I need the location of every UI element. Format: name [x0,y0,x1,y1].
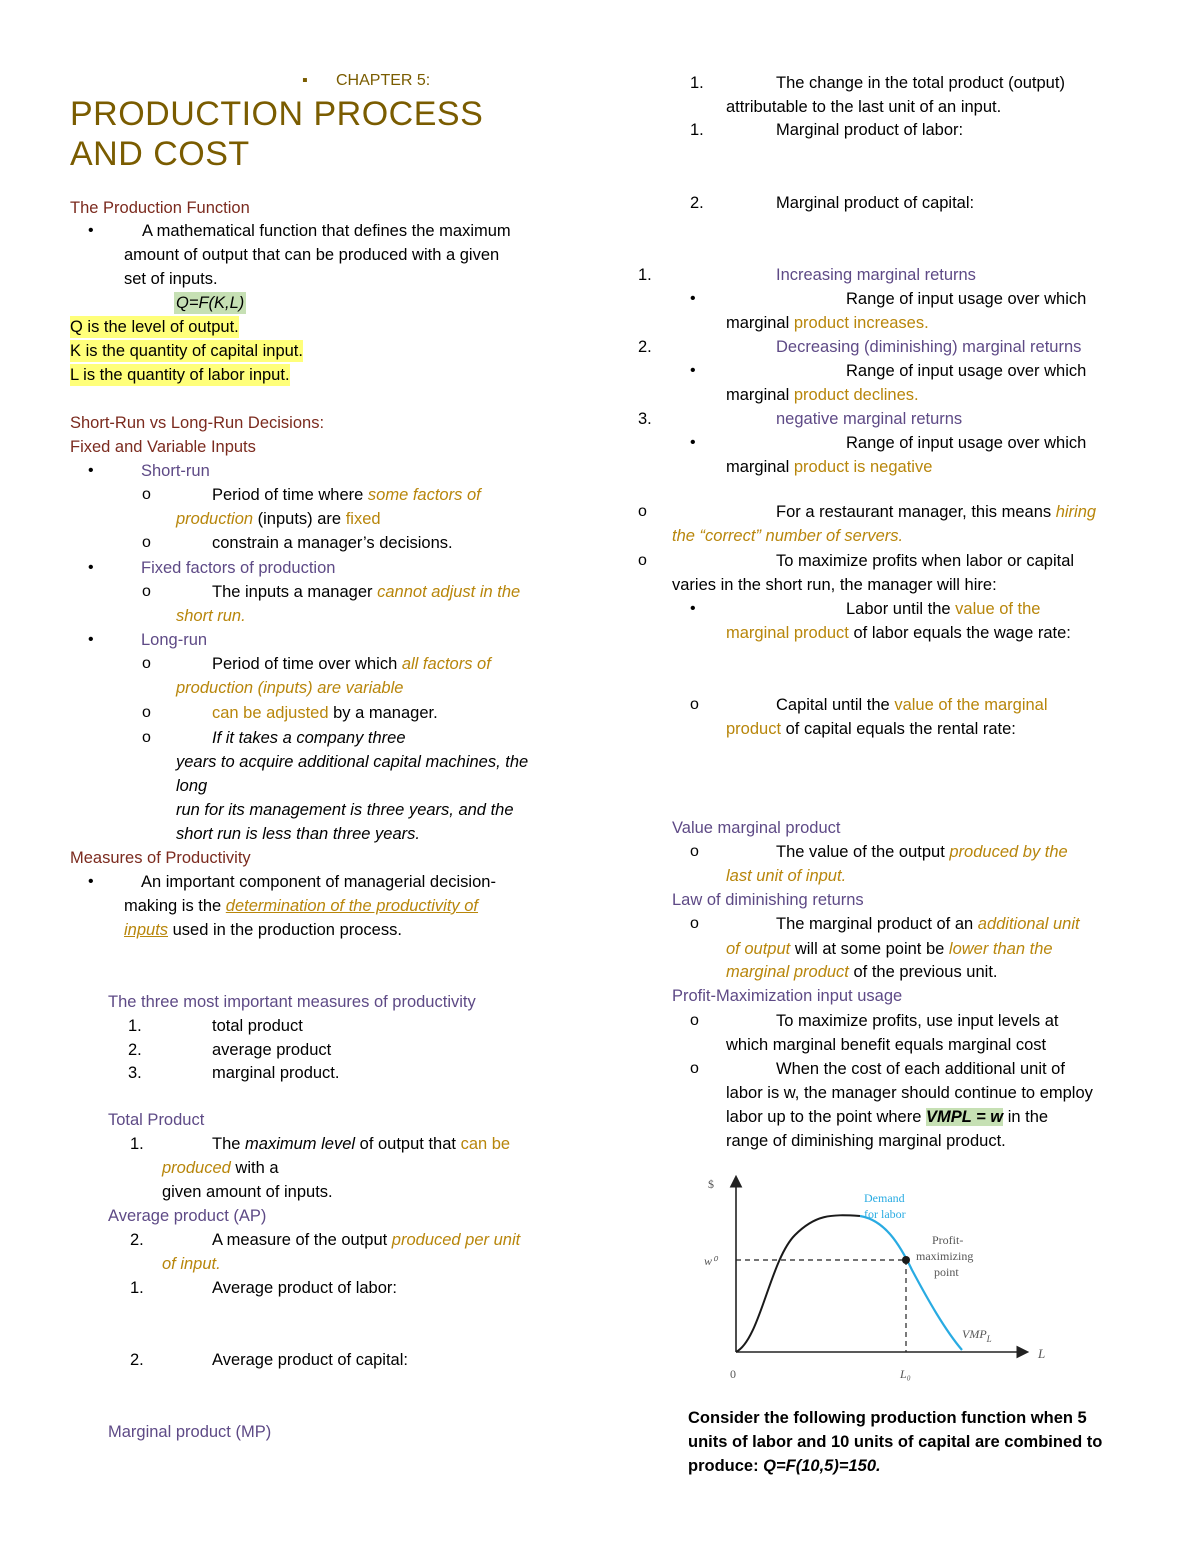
restaurant-line-2: the “correct” number of servers. [672,527,904,545]
mp-def-num: 1. [690,74,704,92]
maximize-line-1: To maximize profits when labor or capital [776,552,1075,570]
returns-desc-cont: marginal product declines. [726,386,919,404]
vmp-label-main: VMP [962,1327,987,1341]
pf-formula: Q=F(K,L) [176,294,245,312]
y-axis-label: $ [708,1177,714,1191]
measure-label: average product [212,1041,332,1059]
measure-num: 3. [128,1064,142,1082]
law-def-3: marginal product of the previous unit. [726,963,998,981]
three-measures-heading: The three most important measures of productivity [108,993,476,1011]
l-definition: L is the quantity of labor input. [70,366,290,384]
vmp-label-sub: L [986,1334,992,1344]
mp-capital-num: 2. [690,194,704,212]
bullet-icon: • [690,362,696,379]
circle-bullet-icon: o [690,1012,699,1029]
k-definition: K is the quantity of capital input. [70,342,303,360]
total-product-num: 1. [130,1135,144,1153]
pm-item-1b: which marginal benefit equals marginal cost [726,1036,1047,1054]
measure-label: marginal product. [212,1064,340,1082]
circle-bullet-icon: o [142,729,151,746]
short-run-item-1-cont: production (inputs) are fixed [176,510,381,528]
pm-item-2b: labor is w, the manager should continue to employ [726,1084,1093,1102]
long-run-item-3d: run for its management is three years, and the [176,801,514,819]
mp-def-1: The change in the total product (output) [776,74,1065,92]
returns-num: 1. [638,266,652,284]
circle-bullet-icon: o [638,552,647,569]
fixed-factors-item-cont: short run. [176,607,246,625]
law-def-1: The marginal product of an additional unit [776,915,1080,933]
profit-label-3: point [934,1265,959,1279]
pm-item-2c: labor up to the point where VMPL = w in the [726,1108,1049,1126]
circle-bullet-icon: o [690,696,699,713]
circle-bullet-icon: o [142,655,151,672]
total-product-def: The maximum level of output that can be [212,1135,511,1153]
pf-desc-2: amount of output that can be produced with a given [124,246,500,264]
bullet-icon: • [88,631,94,648]
fixed-variable-heading: Fixed and Variable Inputs [70,438,256,456]
average-product-def: A measure of the output produced per unit [212,1231,521,1249]
measure-label: total product [212,1017,303,1035]
labor-demand-graph [700,1170,1060,1400]
pm-heading: Profit-Maximization input usage [672,987,903,1005]
bullet-icon: • [88,873,94,890]
vmp-def-1: The value of the output produced by the [776,843,1068,861]
bullet-icon: • [690,434,696,451]
mp-def-2: attributable to the last unit of an input. [726,98,1002,116]
origin-label: 0 [730,1367,736,1381]
mp-labor: Marginal product of labor: [776,121,964,139]
vmp-label [962,1327,992,1344]
total-product-def-2: produced with a [162,1159,279,1177]
demand-label-2: for labor [864,1207,906,1221]
short-run-item-1: Period of time where some factors of [212,486,481,504]
returns-title: Decreasing (diminishing) marginal returns [776,338,1082,356]
measures-item-c: inputs used in the production process. [124,921,402,939]
pm-item-2a: When the cost of each additional unit of [776,1060,1065,1078]
vmp-def-2: last unit of input. [726,867,847,885]
mp-capital: Marginal product of capital: [776,194,975,212]
fixed-factors-label: Fixed factors of production [141,559,336,577]
consider-line-1: Consider the following production function when 5 [688,1409,1087,1427]
average-product-heading: Average product (AP) [108,1207,267,1225]
measures-item-b: making is the determination of the productivity of [124,897,479,915]
ap-labor: Average product of labor: [212,1279,397,1297]
returns-title: Increasing marginal returns [776,266,976,284]
circle-bullet-icon: o [142,583,151,600]
ap-capital-num: 2. [130,1351,144,1369]
returns-num: 3. [638,410,652,428]
total-product-def-3: given amount of inputs. [162,1183,333,1201]
capital-until-1: Capital until the value of the marginal [776,696,1048,714]
q-definition: Q is the level of output. [70,318,239,336]
long-run-item-1-cont: production (inputs) are variable [176,679,404,697]
vmp-curve-rising [736,1215,860,1352]
capital-until-2: product of capital equals the rental rate: [726,720,1016,738]
law-def-2: of output will at some point be lower than the [726,940,1053,958]
page-title-line2: AND COST [70,135,250,173]
returns-desc: Range of input usage over which [846,362,1087,380]
pm-item-1a: To maximize profits, use input levels at [776,1012,1059,1030]
circle-bullet-icon: o [690,843,699,860]
maximize-line-2: varies in the short run, the manager will hire: [672,576,997,594]
circle-bullet-icon: o [638,503,647,520]
labor-until-2: marginal product of labor equals the wage rate: [726,624,1071,642]
returns-desc-cont: marginal product is negative [726,458,933,476]
chapter-label: CHAPTER 5: [336,72,431,89]
circle-bullet-icon: o [142,534,151,551]
consider-line-3: produce: Q=F(10,5)=150. [688,1457,881,1475]
circle-bullet-icon: o [142,704,151,721]
long-run-item-3b: years to acquire additional capital machines, the [176,753,529,771]
chapter-bullet: ▪ [302,72,308,89]
ap-labor-num: 1. [130,1279,144,1297]
bullet-icon: • [88,222,94,239]
bullet-icon: • [690,600,696,617]
consider-line-2: units of labor and 10 units of capital are combined to [688,1433,1103,1451]
pm-item-2d: range of diminishing marginal product. [726,1132,1006,1150]
measure-num: 2. [128,1041,142,1059]
pf-desc-3: set of inputs. [124,270,218,288]
long-run-item-3a: If it takes a company three [212,729,406,747]
average-product-num: 2. [130,1231,144,1249]
measures-item-a: An important component of managerial decision- [141,873,496,891]
measures-heading: Measures of Productivity [70,849,251,867]
demand-label-1: Demand [864,1191,905,1205]
restaurant-line-1: For a restaurant manager, this means hiring [776,503,1097,521]
circle-bullet-icon: o [690,915,699,932]
circle-bullet-icon: o [690,1060,699,1077]
mp-labor-num: 1. [690,121,704,139]
long-run-item-1: Period of time over which all factors of [212,655,491,673]
wage-label: w⁰ [704,1254,717,1268]
returns-title: negative marginal returns [776,410,963,428]
short-run-label: Short-run [141,462,210,480]
long-run-item-2: can be adjusted by a manager. [212,704,438,722]
long-run-item-3e: short run is less than three years. [176,825,420,843]
long-run-item-3c: long [176,777,208,795]
bullet-icon: • [690,290,696,307]
short-run-item-2: constrain a manager’s decisions. [212,534,453,552]
average-product-def-2: of input. [162,1255,221,1273]
x-axis-label: L [1038,1346,1046,1361]
returns-desc-cont: marginal product increases. [726,314,929,332]
vmp-heading: Value marginal product [672,819,841,837]
production-function-heading: The Production Function [70,199,250,217]
short-long-heading: Short-Run vs Long-Run Decisions: [70,414,325,432]
page-title-line1: PRODUCTION PROCESS [70,95,484,133]
returns-num: 2. [638,338,652,356]
profit-maximizing-point [902,1256,910,1264]
l0-label: L₀ [900,1367,911,1381]
fixed-factors-item: The inputs a manager cannot adjust in the [212,583,521,601]
total-product-heading: Total Product [108,1111,205,1129]
measure-num: 1. [128,1017,142,1035]
marginal-product-heading: Marginal product (MP) [108,1423,272,1441]
profit-label-2: maximizing [916,1249,974,1263]
profit-label-1: Profit- [932,1233,964,1247]
law-heading: Law of diminishing returns [672,891,864,909]
returns-desc: Range of input usage over which [846,434,1087,452]
labor-until-1: Labor until the value of the [846,600,1041,618]
bullet-icon: • [88,462,94,479]
circle-bullet-icon: o [142,486,151,503]
long-run-label: Long-run [141,631,208,649]
pf-desc-1: A mathematical function that defines the maximum [142,222,511,240]
ap-capital: Average product of capital: [212,1351,408,1369]
bullet-icon: • [88,559,94,576]
returns-desc: Range of input usage over which [846,290,1087,308]
